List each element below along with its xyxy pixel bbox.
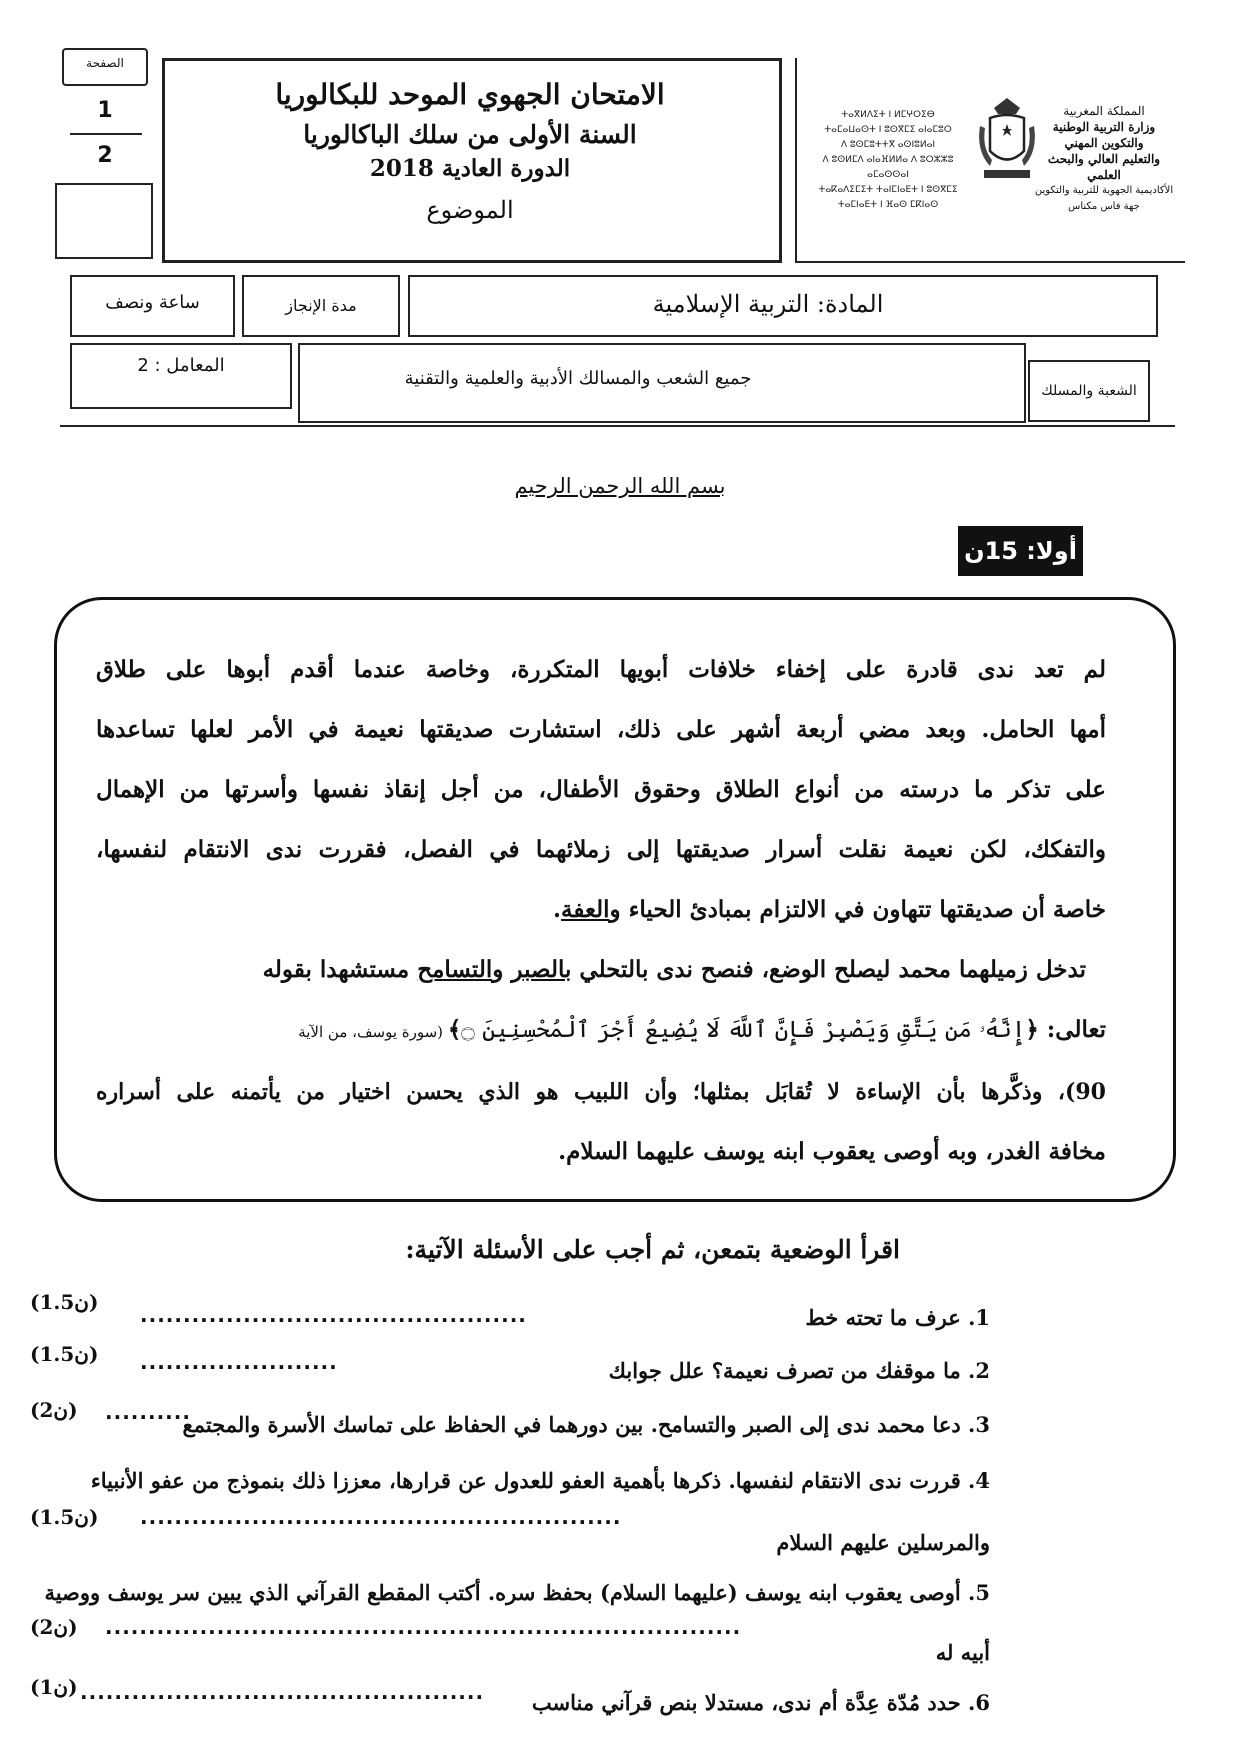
page-label: الصفحة bbox=[86, 56, 124, 70]
situation-line: 90)، وذكَّرها بأن الإساءة لا تُقابَل بمثلها؛ وأن اللبيب هو الذي يحسن اختيار من يأتمنه على أسراره bbox=[96, 1079, 1106, 1105]
question-6: 6. حدد مُدّة عِدَّة أم ندى، مستدلا بنص قرآني مناسب bbox=[531, 1690, 990, 1715]
question-5-continuation: أبيه له bbox=[935, 1640, 990, 1665]
question-points: (1.5ن) bbox=[30, 1505, 99, 1529]
situation-line: خاصة أن صديقتها تتهاون في الالتزام بمبادئ الحياء والعفة. bbox=[553, 896, 1106, 923]
question-points: (1.5ن) bbox=[30, 1290, 99, 1314]
page-divider bbox=[70, 133, 142, 135]
answer-dots: ............................................... bbox=[80, 1680, 485, 1704]
answer-dots: ....................... bbox=[140, 1350, 338, 1374]
question-points: (1ن) bbox=[30, 1675, 78, 1699]
duration-value: ساعة ونصف bbox=[105, 292, 200, 313]
coefficient-box bbox=[70, 343, 292, 409]
question-points: (2ن) bbox=[30, 1398, 78, 1422]
question-points: (2ن) bbox=[30, 1615, 78, 1639]
underlined-term-sabr: الصبر bbox=[511, 956, 565, 983]
situation-line: تدخل زميلهما محمد ليصلح الوضع، فنصح ندى بالتحلي بالصبر والتسامح مستشهدا بقوله bbox=[262, 956, 1086, 983]
situation-line: أمها الحامل. وبعد مضي أربعة أشهر على ذلك، استشارت صديقتها نعيمة في الأمر لعلها تساعدها bbox=[96, 716, 1106, 743]
basmala: بسم الله الرحمن الرحيم bbox=[514, 474, 726, 498]
situation-line: لم تعد ندى قادرة على إخفاء خلافات أبويها المتكررة، وخاصة عندما أقدم أبوها على طلاق bbox=[96, 656, 1106, 683]
situation-line: على تذكر ما درسته من أنواع الطلاق وحقوق الأطفال، من أجل إنقاذ نفسها وأسرتها من الإهمال bbox=[96, 776, 1106, 803]
situation-line: والتفكك، لكن نعيمة نقلت أسرار صديقتها إلى زملائهما في الفصل، فقررت ندى الانتقام لنفسها، bbox=[96, 836, 1106, 863]
situation-line: مخافة الغدر، وبه أوصى يعقوب ابنه يوسف عليهما السلام. bbox=[558, 1138, 1106, 1165]
question-3: 3. دعا محمد ندى إلى الصبر والتسامح. بين دورهما في الحفاظ على تماسك الأسرة والمجتمع bbox=[182, 1412, 990, 1437]
question-points: (1.5ن) bbox=[30, 1342, 99, 1366]
branch-value: جميع الشعب والمسالك الأدبية والعلمية والتقنية bbox=[404, 368, 752, 389]
header-rule bbox=[60, 425, 1175, 427]
page-current: 1 bbox=[97, 98, 113, 123]
situation-text bbox=[96, 640, 1106, 1182]
underlined-term-iffa: العفة bbox=[561, 896, 610, 923]
duration-label: مدة الإنجاز bbox=[285, 296, 357, 315]
answer-dots: .......... bbox=[105, 1400, 191, 1424]
header-logo-block bbox=[795, 58, 1185, 263]
answer-dots: ............................................. bbox=[140, 1303, 527, 1327]
question-2: 2. ما موقفك من تصرف نعيمة؟ علل جوابك bbox=[608, 1358, 990, 1383]
page-total: 2 bbox=[97, 143, 113, 168]
subject: المادة: التربية الإسلامية bbox=[652, 290, 884, 318]
exam-subject-label: الموضوع bbox=[426, 196, 514, 224]
exam-title: الامتحان الجهوي الموحد للبكالوريا bbox=[275, 78, 665, 111]
answer-dots: .......................................................................... bbox=[105, 1615, 742, 1639]
quran-verse: إِنَّهُۥ مَن يَتَّقِ وَيَصْبِرْ فَإِنَّ ٱللَّهَ لَا يُضِيعُ أَجْرَ ٱلْمُحْسِنِينَ ۝ bbox=[461, 1017, 1026, 1043]
section-label: أولا: 15ن bbox=[958, 526, 1083, 576]
coefficient: المعامل : 2 bbox=[137, 355, 225, 376]
exam-session: الدورة العادية 2018 bbox=[369, 155, 571, 182]
question-4-continuation: والمرسلين عليهم السلام bbox=[776, 1530, 990, 1555]
answer-dots: ........................................................ bbox=[140, 1505, 622, 1529]
empty-code-box bbox=[55, 183, 153, 259]
ministry-text: المملكة المغربية وزارة التربية الوطنية والتكوين المهني والتعليم العالي والبحث العلمي الأكاديمية الجهوية للتربية والتكوين جهة فاس مكناس bbox=[1034, 104, 1174, 212]
branch-label: الشعبة والمسلك bbox=[1041, 383, 1137, 399]
exam-level: السنة الأولى من سلك الباكالوريا bbox=[303, 120, 637, 149]
tifinagh-text: ⵜⴰⴳⵍⴷⵉⵜ ⵏ ⵍⵎⵖⵔⵉⴱ ⵜⴰⵎⴰⵡⴰⵙⵜ ⵏ ⵓⵙⴳⵎⵉ ⴰⵏⴰⵎⵓⵔ ⴷ ⵓⵙⵎⵓⵜⵜⴳ ⴰⵙⵏⵓⵍⴰⵏ ⴷ ⵓⵙⵍⵎⴷ ⴰⵏⴰⴼⵍⵍⴰ ⴷ ⵓⵔⵣⵣⵓ ⴰⵎⴰⵙⵙⴰⵏ ⵜⴰⴽⴰⴷⵉⵎⵉⵜ ⵜⴰⵏⵎⵏⴰⴹⵜ ⵏ ⵓⵙⴳⵎⵉ ⵜⴰⵎⵏⴰⴹⵜ ⵏ ⴼⴰⵙ ⵎⴽⵏⴰⵙ bbox=[818, 110, 958, 210]
instruction: اقرأ الوضعية بتمعن، ثم أجب على الأسئلة الآتية: bbox=[405, 1235, 900, 1264]
question-1: 1. عرف ما تحته خط bbox=[805, 1305, 990, 1330]
question-4: 4. قررت ندى الانتقام لنفسها. ذكرها بأهمية العفو للعدول عن قرارها، معززا ذلك بنموذج من عفو الأنبياء bbox=[90, 1468, 990, 1493]
situation-line: تعالى: ﴿إِنَّهُۥ مَن يَتَّقِ وَيَصْبِرْ فَإِنَّ ٱللَّهَ لَا يُضِيعُ أَجْرَ ٱلْمُحْسِنِينَ ۝﴾ (سورة يوسف، من الآية bbox=[298, 1016, 1106, 1043]
question-5: 5. أوصى يعقوب ابنه يوسف (عليهما السلام) بحفظ سره. أكتب المقطع القرآني الذي يبين سر يوسف ووصية bbox=[44, 1580, 990, 1605]
underlined-term-tasamuh: التسامح bbox=[417, 956, 493, 983]
